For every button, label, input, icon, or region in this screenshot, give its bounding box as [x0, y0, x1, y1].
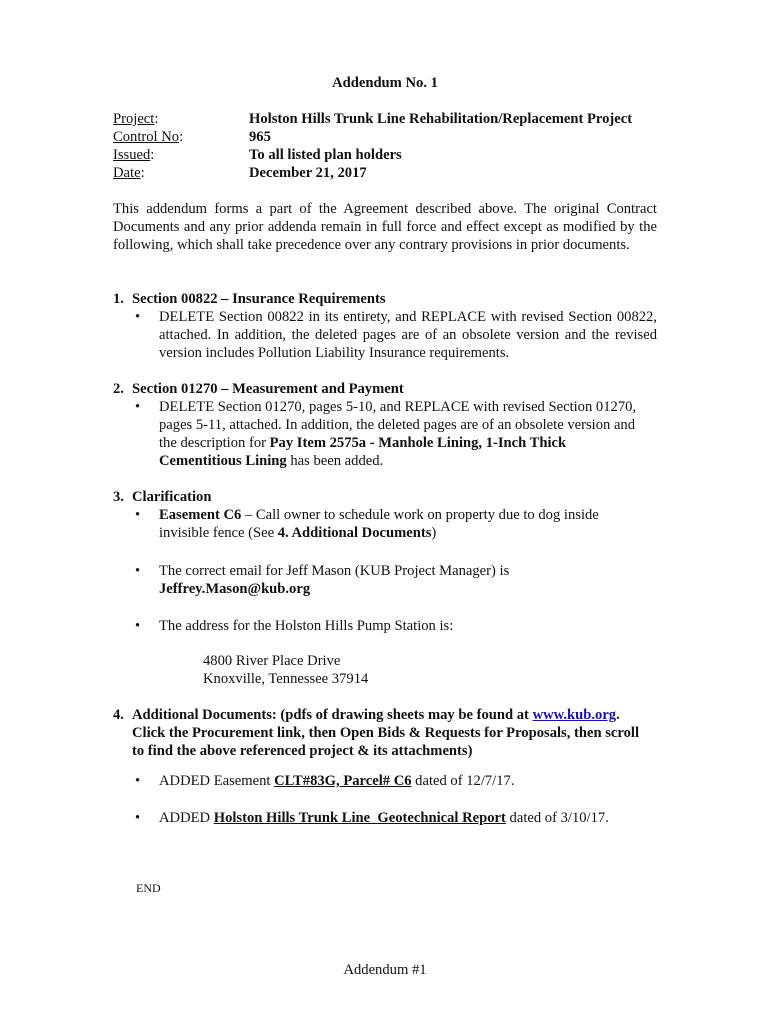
- meta-label-date: Date: [113, 165, 141, 181]
- bullet-icon: •: [135, 507, 141, 523]
- section-1-heading: 1. Section 00822 – Insurance Requirements: [113, 291, 386, 307]
- meta-label-control-no: Control No: [113, 129, 180, 145]
- list-item: • DELETE Section 01270, pages 5-10, and REPLACE with revised Section 01270, pages 5-11, attached. In addition, the deleted pages are of an obsolete version and the description for Pay Item 2575a - Manhole Lining, 1-Inch Thick Cementitious Lining has been added.: [135, 399, 637, 469]
- meta-label-project: Project: [113, 111, 155, 127]
- meta-row-issued: Issued: To all listed plan holders: [113, 147, 402, 163]
- meta-row-project: Project: Holston Hills Trunk Line Rehabilitation/Replacement Project: [113, 111, 633, 127]
- pump-station-address: [203, 652, 368, 688]
- meta-value-date: December 21, 2017: [249, 165, 367, 181]
- bullet-icon: •: [135, 810, 141, 826]
- list-item: • ADDED Easement CLT#83G, Parcel# C6 dated of 12/7/17.: [135, 773, 515, 789]
- kub-website-link[interactable]: www.kub.org: [532, 707, 617, 723]
- section-3-email-item: [113, 562, 657, 598]
- list-item: • Easement C6 – Call owner to schedule work on property due to dog inside invisible fence (See 4. Additional Documents): [135, 507, 599, 541]
- section-4: [113, 706, 657, 760]
- project-meta: [113, 110, 673, 182]
- easement-document-name: CLT#83G, Parcel# C6: [274, 773, 412, 789]
- email-text: Jeffrey.Mason@kub.org: [159, 581, 311, 597]
- address-line-2: Knoxville, Tennessee 37914: [203, 671, 369, 687]
- section-3-heading: 3. Clarification: [113, 489, 212, 505]
- section-2-heading: 2. Section 01270 – Measurement and Payment: [113, 381, 404, 397]
- bullet-icon: •: [135, 563, 141, 579]
- list-item: • ADDED Holston Hills Trunk Line_Geotechnical Report dated of 3/10/17.: [135, 810, 609, 826]
- bullet-icon: •: [135, 773, 141, 789]
- section-4-easement-item: [113, 772, 657, 790]
- meta-value-control-no: 965: [249, 129, 271, 145]
- list-item: • The address for the Holston Hills Pump Station is:: [135, 618, 454, 634]
- end-marker: END: [136, 881, 161, 895]
- section-2: [113, 380, 657, 470]
- meta-row-control-no: Control No: 965: [113, 129, 271, 145]
- meta-value-issued: To all listed plan holders: [249, 147, 402, 163]
- document-title: Addendum No. 1: [332, 75, 438, 91]
- section-4-geotech-item: [113, 809, 657, 827]
- bullet-icon: •: [135, 618, 141, 634]
- intro-paragraph: This addendum forms a part of the Agreement described above. The original Contract Documents and any prior addenda remain in full force and effect except as modified by the following, which shall take precedence over any contrary provisions in prior documents.: [113, 201, 657, 253]
- geotech-report-name: Holston Hills Trunk Line_Geotechnical Report: [213, 810, 506, 826]
- list-item: • The correct email for Jeff Mason (KUB Project Manager) is Jeffrey.Mason@kub.org: [135, 563, 510, 597]
- meta-row-date: Date: December 21, 2017: [113, 165, 367, 181]
- section-1: [113, 290, 657, 362]
- section-3-address-item: [113, 617, 657, 635]
- list-item: • DELETE Section 00822 in its entirety, and REPLACE with revised Section 00822, attached. In addition, the deleted pages are of an obsolete version and the revised version includes Pollution Liability Insurance requirements.: [135, 309, 657, 361]
- section-3: [113, 488, 657, 542]
- address-line-1: 4800 River Place Drive: [203, 653, 341, 669]
- meta-value-project: Holston Hills Trunk Line Rehabilitation/Replacement Project: [249, 111, 633, 127]
- pay-item-text: Pay Item 2575a - Manhole Lining, 1-Inch Thick Cementitious Lining: [159, 435, 567, 469]
- section-4-heading: 4. Additional Documents: (pdfs of drawing sheets may be found at www.kub.org. Click the Procurement link, then Open Bids & Requests for Proposals, then scroll to find the above referenced project & its attachments): [113, 707, 640, 759]
- meta-label-issued: Issued: [113, 147, 151, 163]
- page-footer: Addendum #1: [343, 962, 427, 978]
- bullet-icon: •: [135, 309, 141, 325]
- bullet-icon: •: [135, 399, 141, 415]
